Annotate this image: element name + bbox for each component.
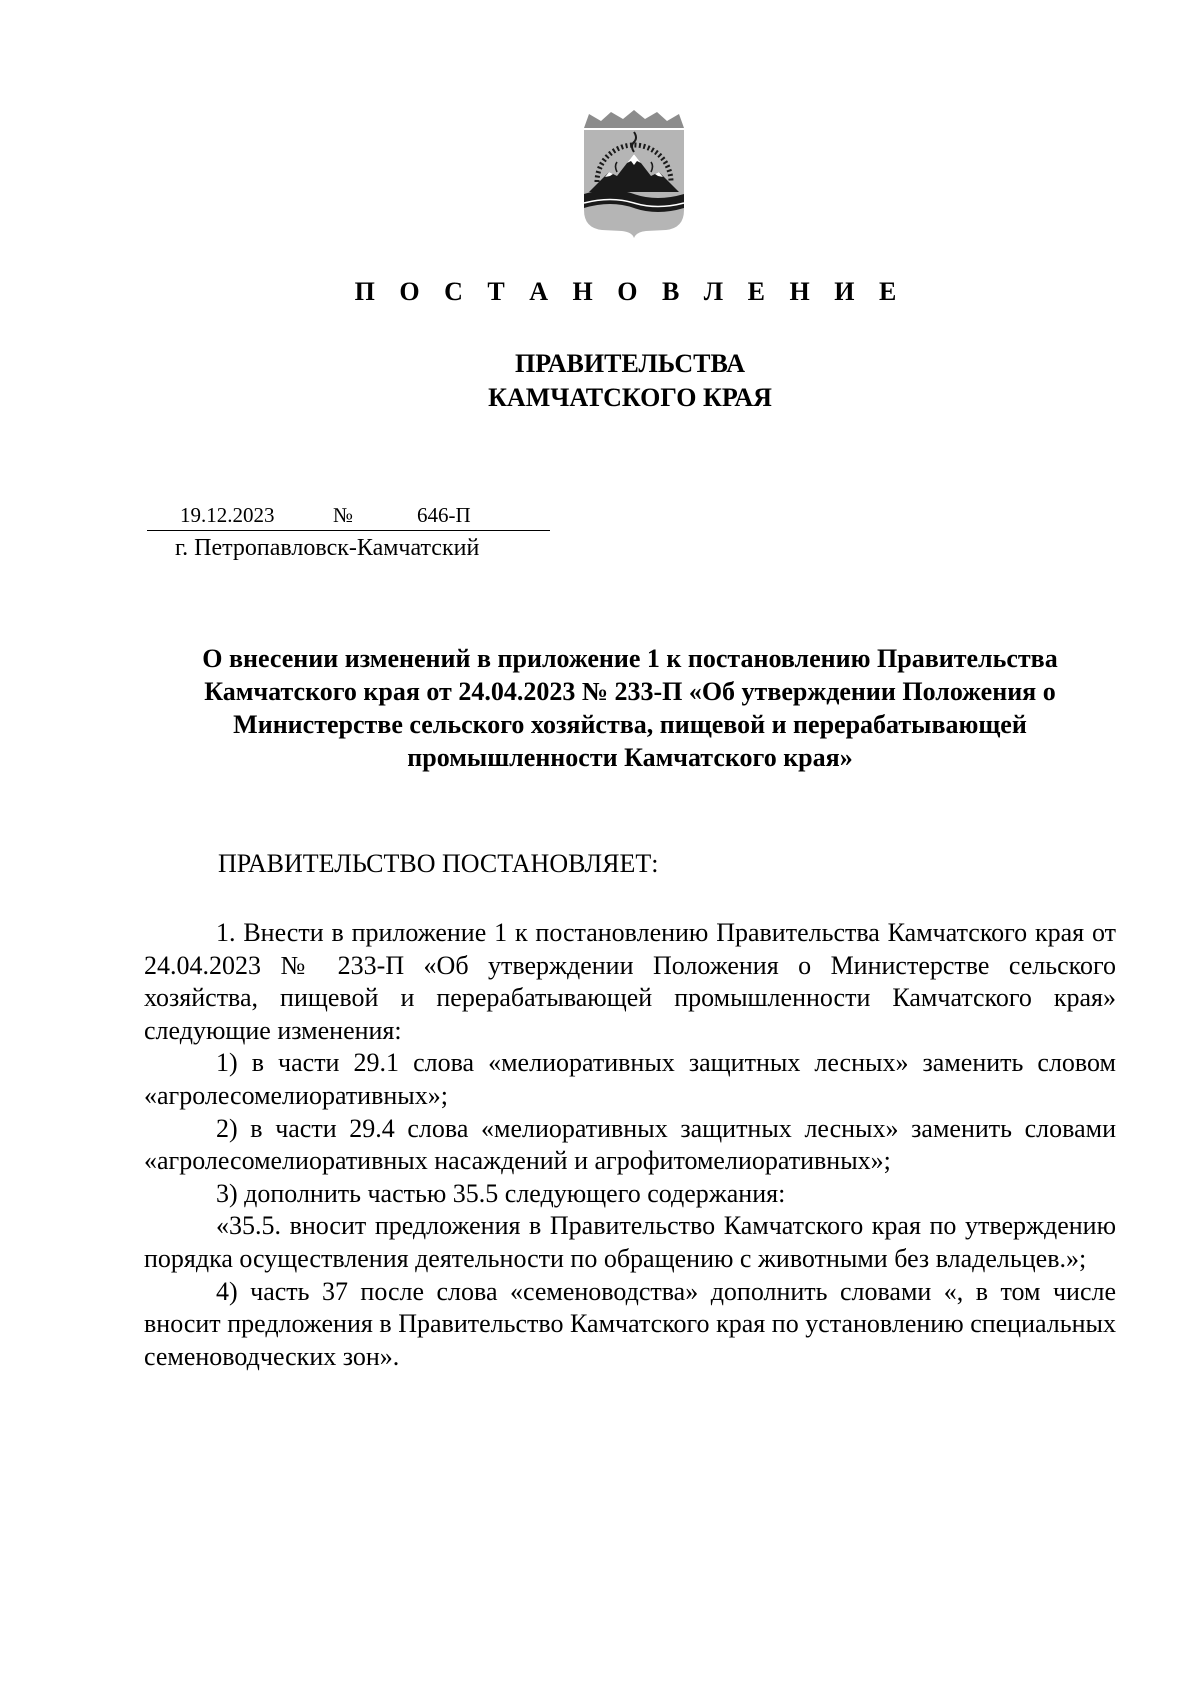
subject-line: Камчатского края от 24.04.2023 № 233-П «Об утверждении Положения о [204, 677, 1056, 706]
document-body [144, 917, 1116, 1373]
date-number-line [147, 500, 550, 531]
body-paragraph: 1) в части 29.1 слова «мелиоративных защитных лесных» заменить словом «агролесомелиоративных»; [144, 1048, 1116, 1110]
subject-line: промышленности Камчатского края» [407, 743, 853, 772]
document-type-heading: П О С Т А Н О В Л Е Н И Е [354, 277, 906, 306]
issuing-authority [0, 347, 1200, 415]
city-name: г. Петропавловск-Камчатский [175, 535, 480, 561]
subject-line: О внесении изменений в приложение 1 к постановлению Правительства [202, 644, 1058, 673]
authority-line: ПРАВИТЕЛЬСТВА [515, 349, 745, 378]
body-paragraph: 2) в части 29.4 слова «мелиоративных защитных лесных» заменить словами «агролесомелиоративных насаждений и агрофитомелиоративных»; [144, 1113, 1116, 1176]
number-sign: № [333, 503, 354, 527]
subject-line: Министерстве сельского хозяйства, пищевой и перерабатывающей [233, 710, 1027, 739]
authority-line: КАМЧАТСКОГО КРАЯ [488, 383, 772, 412]
body-paragraph: 1. Внести в приложение 1 к постановлению Правительства Камчатского края от 24.04.2023 № 233-П «Об утверждении Положения о Министерстве сельского хозяйства, пищевой и перерабатывающей промышленности Камчатского края» следующие изменения: [144, 918, 1116, 1045]
document-subject [150, 642, 1110, 774]
document-number: 646-П [417, 503, 471, 527]
body-paragraph: 4) часть 37 после слова «семеноводства» дополнить словами «, в том числе вносит предложения в Правительство Камчатского края по установлению специальных семеноводческих зон». [144, 1276, 1116, 1371]
crown-shape [584, 110, 684, 128]
decree-statement: ПРАВИТЕЛЬСТВО ПОСТАНОВЛЯЕТ: [218, 849, 659, 878]
body-paragraph: «35.5. вносит предложения в Правительство Камчатского края по утверждению порядка осуществления деятельности по обращению с животными без владельцев.»; [144, 1211, 1116, 1273]
body-paragraph: 3) дополнить частью 35.5 следующего содержания: [216, 1178, 786, 1208]
document-date: 19.12.2023 [180, 503, 275, 527]
kamchatka-coat-of-arms-icon [581, 110, 687, 238]
